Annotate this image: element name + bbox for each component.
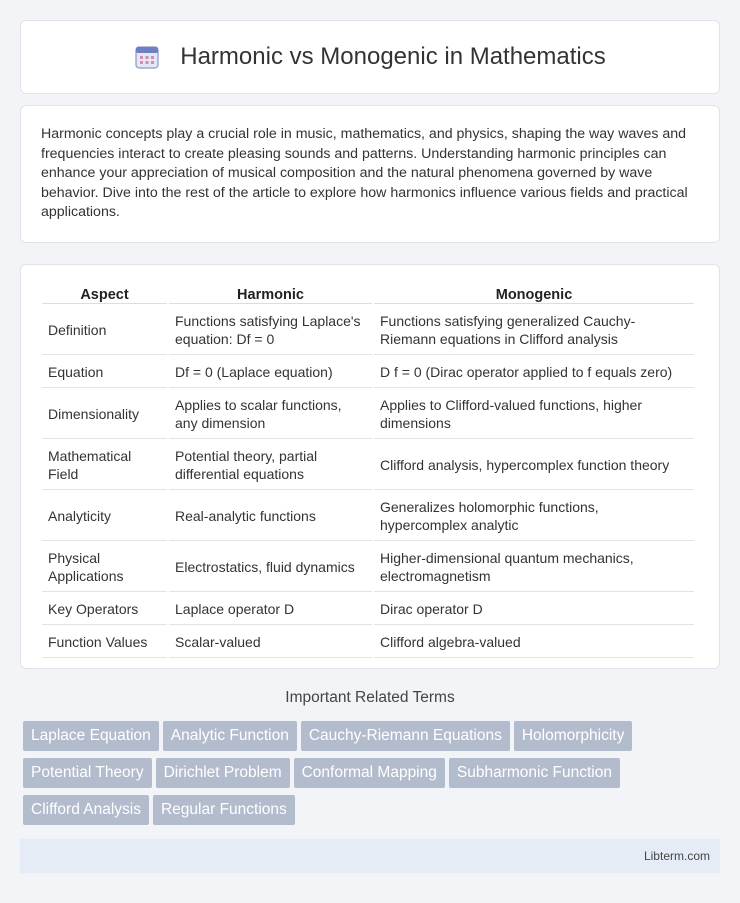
row-harmonic: Scalar-valued [169, 627, 372, 658]
table-row [42, 594, 694, 625]
row-aspect: Physical Applications [42, 543, 167, 592]
row-harmonic: Real-analytic functions [169, 492, 372, 541]
calendar-icon [134, 44, 160, 70]
header-card [20, 20, 720, 94]
row-monogenic: Dirac operator D [374, 594, 694, 625]
related-term-tag[interactable]: Clifford Analysis [23, 795, 149, 825]
footer-site-link[interactable]: Libterm.com [643, 849, 710, 863]
related-term-tag[interactable]: Laplace Equation [23, 721, 159, 751]
row-aspect: Equation [42, 357, 167, 388]
related-term-tag[interactable]: Cauchy-Riemann Equations [301, 721, 510, 751]
table-row [42, 357, 694, 388]
page-title: Harmonic vs Monogenic in Mathematics [180, 43, 606, 70]
related-term-tag[interactable]: Subharmonic Function [449, 758, 620, 788]
row-aspect: Definition [42, 306, 167, 355]
related-term-tag[interactable]: Conformal Mapping [294, 758, 445, 788]
comparison-table-card [20, 264, 720, 669]
table-row [42, 492, 694, 541]
related-term-tag[interactable]: Regular Functions [153, 795, 295, 825]
table-row [42, 627, 694, 658]
header-monogenic: Monogenic [374, 285, 694, 304]
row-harmonic: Applies to scalar functions, any dimension [169, 390, 372, 439]
row-monogenic: Generalizes holomorphic functions, hypercomplex analytic [374, 492, 694, 541]
header-harmonic: Harmonic [169, 285, 372, 304]
table-row [42, 441, 694, 490]
row-aspect: Key Operators [42, 594, 167, 625]
row-aspect: Analyticity [42, 492, 167, 541]
header-aspect: Aspect [42, 285, 167, 304]
table-row [42, 306, 694, 355]
row-aspect: Function Values [42, 627, 167, 658]
row-monogenic: Functions satisfying generalized Cauchy-Riemann equations in Clifford analysis [374, 306, 694, 355]
row-monogenic: Applies to Clifford-valued functions, higher dimensions [374, 390, 694, 439]
related-term-tag[interactable]: Holomorphicity [514, 721, 633, 751]
footer [20, 839, 720, 873]
row-harmonic: Laplace operator D [169, 594, 372, 625]
intro-card [20, 105, 720, 243]
row-aspect: Dimensionality [42, 390, 167, 439]
related-terms-list [23, 721, 723, 832]
row-harmonic: Potential theory, partial differential equations [169, 441, 372, 490]
row-harmonic: Functions satisfying Laplace's equation: Df = 0 [169, 306, 372, 355]
table-row [42, 390, 694, 439]
row-monogenic: Clifford algebra-valued [374, 627, 694, 658]
intro-text: Harmonic concepts play a crucial role in music, mathematics, and physics, shaping the way waves and frequencies interact to create pleasing sounds and patterns. Understanding harmonic principles can enhance your appreciation of musical composition and the natural phenomena governed by wave behavior. Dive into the rest of the article to explore how harmonics influence various fields and practical applications. [41, 126, 688, 220]
table-row [42, 543, 694, 592]
row-monogenic: D f = 0 (Dirac operator applied to f equals zero) [374, 357, 694, 388]
row-harmonic: Df = 0 (Laplace equation) [169, 357, 372, 388]
row-monogenic: Higher-dimensional quantum mechanics, electromagnetism [374, 543, 694, 592]
related-term-tag[interactable]: Analytic Function [163, 721, 297, 751]
row-harmonic: Electrostatics, fluid dynamics [169, 543, 372, 592]
table-header-row [42, 285, 694, 304]
related-terms-title: Important Related Terms [285, 689, 455, 706]
row-monogenic: Clifford analysis, hypercomplex function theory [374, 441, 694, 490]
related-term-tag[interactable]: Dirichlet Problem [156, 758, 290, 788]
related-term-tag[interactable]: Potential Theory [23, 758, 152, 788]
row-aspect: Mathematical Field [42, 441, 167, 490]
comparison-table [40, 283, 696, 660]
